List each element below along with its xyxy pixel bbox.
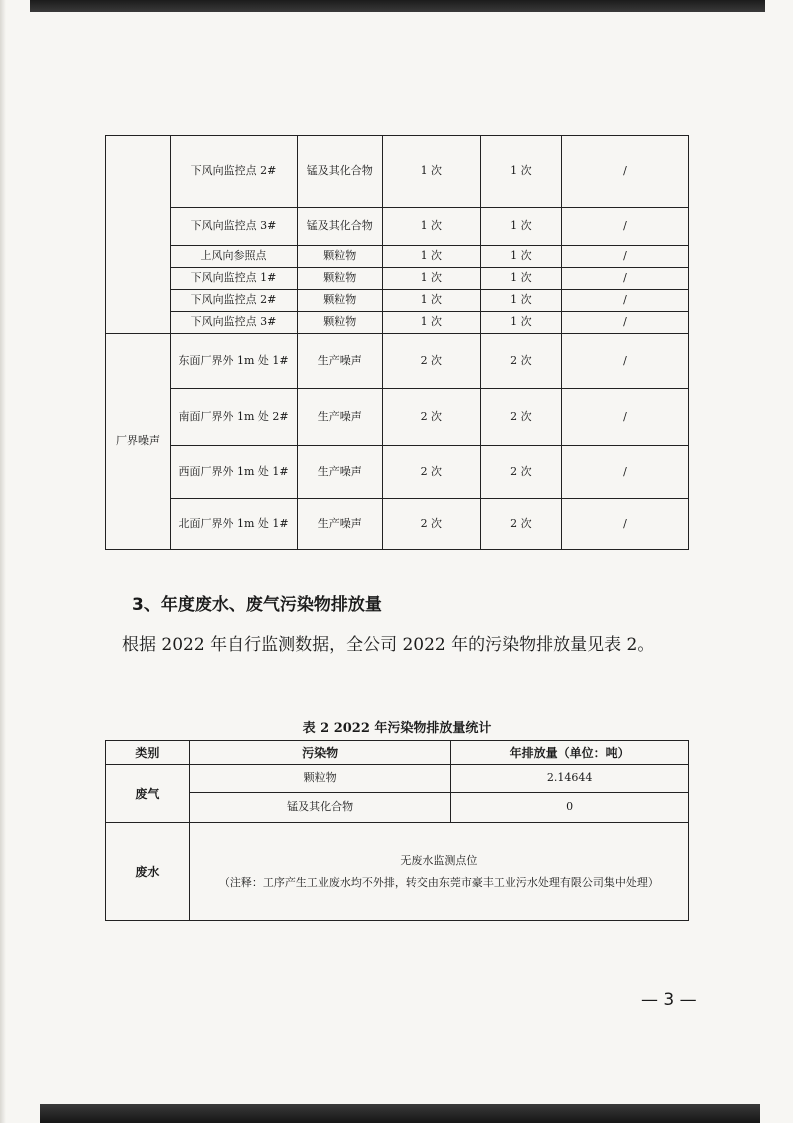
table-row bbox=[106, 765, 689, 793]
scan-shadow-left bbox=[0, 0, 6, 1123]
monitor-point: 北面厂界外 1m 处 1# bbox=[170, 499, 297, 550]
note: / bbox=[561, 290, 688, 312]
section-heading: 3、年度废水、废气污染物排放量 bbox=[132, 595, 382, 615]
frequency-b: 2 次 bbox=[480, 334, 561, 389]
table-row bbox=[106, 499, 689, 550]
frequency-b: 1 次 bbox=[480, 246, 561, 268]
frequency-a: 1 次 bbox=[382, 246, 480, 268]
frequency-a: 2 次 bbox=[382, 499, 480, 550]
emission-table bbox=[105, 740, 689, 921]
table-row bbox=[106, 136, 689, 208]
table-row bbox=[106, 446, 689, 499]
note: / bbox=[561, 389, 688, 446]
category-cell-empty bbox=[106, 136, 171, 334]
frequency-a: 2 次 bbox=[382, 389, 480, 446]
table-row bbox=[106, 208, 689, 246]
pollutant: 锰及其化合物 bbox=[189, 793, 451, 823]
note: / bbox=[561, 268, 688, 290]
pollutant: 颗粒物 bbox=[189, 765, 451, 793]
frequency-a: 1 次 bbox=[382, 268, 480, 290]
pollutant: 生产噪声 bbox=[297, 389, 382, 446]
water-note-cell bbox=[189, 823, 688, 921]
monitor-point: 下风向监控点 3# bbox=[170, 208, 297, 246]
monitor-point: 上风向参照点 bbox=[170, 246, 297, 268]
note: / bbox=[561, 499, 688, 550]
monitor-point: 下风向监控点 2# bbox=[170, 136, 297, 208]
pollutant: 颗粒物 bbox=[297, 268, 382, 290]
frequency-b: 2 次 bbox=[480, 499, 561, 550]
header-amount: 年排放量（单位：吨） bbox=[451, 741, 689, 765]
note: / bbox=[561, 208, 688, 246]
pollutant: 颗粒物 bbox=[297, 246, 382, 268]
body-paragraph: 根据 2022 年自行监测数据，全公司 2022 年的污染物排放量见表 2。 bbox=[122, 635, 655, 655]
pollutant: 锰及其化合物 bbox=[297, 136, 382, 208]
table-row bbox=[106, 246, 689, 268]
frequency-a: 2 次 bbox=[382, 446, 480, 499]
noise-category: 厂界噪声 bbox=[106, 334, 171, 550]
scan-edge-bottom bbox=[40, 1104, 760, 1123]
frequency-a: 1 次 bbox=[382, 208, 480, 246]
table-header-row bbox=[106, 741, 689, 765]
scan-edge-top bbox=[30, 0, 765, 12]
monitor-point: 下风向监控点 3# bbox=[170, 312, 297, 334]
table-row bbox=[106, 389, 689, 446]
page-number: — 3 — bbox=[641, 990, 697, 1010]
monitoring-table bbox=[105, 135, 689, 550]
table-row bbox=[106, 823, 689, 921]
note: / bbox=[561, 334, 688, 389]
pollutant: 生产噪声 bbox=[297, 446, 382, 499]
water-category: 废水 bbox=[106, 823, 190, 921]
table-row bbox=[106, 268, 689, 290]
pollutant: 生产噪声 bbox=[297, 334, 382, 389]
note: / bbox=[561, 446, 688, 499]
table-caption: 表 2 2022 年污染物排放量统计 bbox=[302, 721, 492, 736]
amount: 2.14644 bbox=[451, 765, 689, 793]
header-category: 类别 bbox=[106, 741, 190, 765]
frequency-a: 1 次 bbox=[382, 290, 480, 312]
note: / bbox=[561, 136, 688, 208]
amount: 0 bbox=[451, 793, 689, 823]
water-line-main: 无废水监测点位 bbox=[400, 853, 478, 867]
header-pollutant: 污染物 bbox=[189, 741, 451, 765]
monitor-point: 下风向监控点 2# bbox=[170, 290, 297, 312]
note: / bbox=[561, 312, 688, 334]
table-row bbox=[106, 334, 689, 389]
monitor-point: 南面厂界外 1m 处 2# bbox=[170, 389, 297, 446]
frequency-b: 1 次 bbox=[480, 208, 561, 246]
frequency-b: 1 次 bbox=[480, 312, 561, 334]
frequency-a: 1 次 bbox=[382, 136, 480, 208]
table-row bbox=[106, 793, 689, 823]
table-row bbox=[106, 290, 689, 312]
frequency-b: 2 次 bbox=[480, 389, 561, 446]
frequency-a: 1 次 bbox=[382, 312, 480, 334]
frequency-b: 1 次 bbox=[480, 136, 561, 208]
frequency-b: 2 次 bbox=[480, 446, 561, 499]
monitor-point: 东面厂界外 1m 处 1# bbox=[170, 334, 297, 389]
frequency-a: 2 次 bbox=[382, 334, 480, 389]
frequency-b: 1 次 bbox=[480, 268, 561, 290]
frequency-b: 1 次 bbox=[480, 290, 561, 312]
water-line-note: （注释：工序产生工业废水均不外排，转交由东莞市豪丰工业污水处理有限公司集中处理） bbox=[218, 875, 659, 889]
monitor-point: 下风向监控点 1# bbox=[170, 268, 297, 290]
pollutant: 锰及其化合物 bbox=[297, 208, 382, 246]
monitor-point: 西面厂界外 1m 处 1# bbox=[170, 446, 297, 499]
pollutant: 颗粒物 bbox=[297, 312, 382, 334]
note: / bbox=[561, 246, 688, 268]
pollutant: 颗粒物 bbox=[297, 290, 382, 312]
table-row bbox=[106, 312, 689, 334]
pollutant: 生产噪声 bbox=[297, 499, 382, 550]
gas-category: 废气 bbox=[106, 765, 190, 823]
